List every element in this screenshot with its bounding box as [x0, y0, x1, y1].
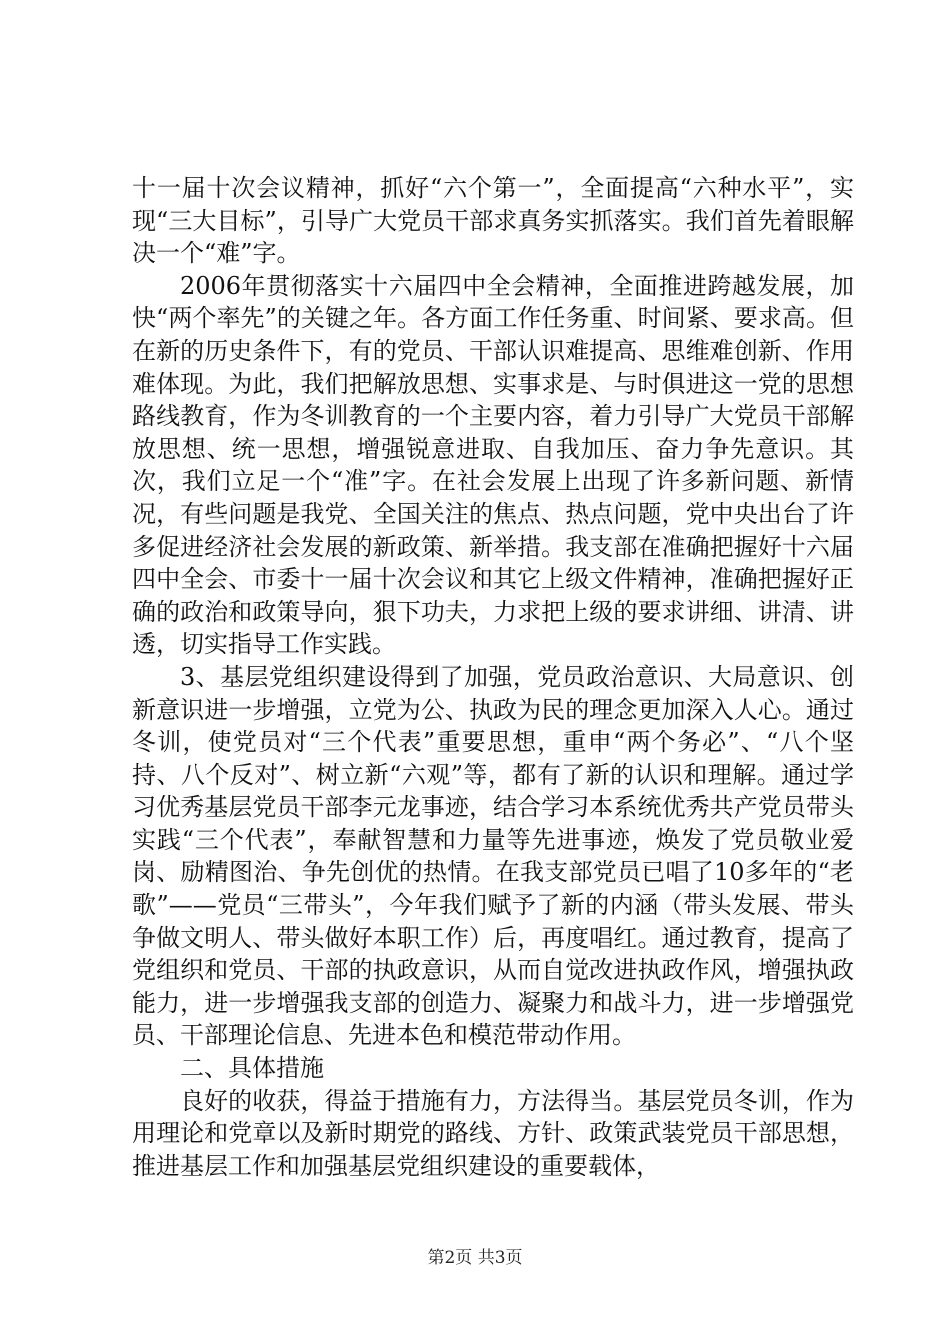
- paragraph-measures: 良好的收获，得益于措施有力，方法得当。基层党员冬训，作为用理论和党章以及新时期党的路线、方针、政策武装党员干部思想，推进基层工作和加强基层党组织建设的重要载体，: [132, 1086, 854, 1180]
- document-body: [132, 172, 854, 1182]
- paragraph-party-building: 3、基层党组织建设得到了加强，党员政治意识、大局意识、创新意识进一步增强，立党为公、执政为民的理念更加深入人心。通过冬训，使党员对“三个代表”重要思想，重申“两个务必”、“八个坚持、八个反对”、树立新“六观”等，都有了新的认识和理解。通过学习优秀基层党员干部李元龙事迹，结合学习本系统优秀共产党员带头实践“三个代表”，奉献智慧和力量等先进事迹，焕发了党员敬业爱岗、励精图治、争先创优的热情。在我支部党员已唱了10多年的“老歌”——党员“三带头”，今年我们赋予了新的内涵（带头发展、带头争做文明人、带头做好本职工作）后，再度唱红。通过教育，提高了党组织和党员、干部的执政意识，从而自觉改进执政作风，增强执政能力，进一步增强我支部的创造力、凝聚力和战斗力，进一步增强党员、干部理论信息、先进本色和模范带动作用。: [132, 662, 854, 1050]
- paragraph-continuation: 十一届十次会议精神，抓好“六个第一”，全面提高“六种水平”，实现“三大目标”，引导广大党员干部求真务实抓落实。我们首先着眼解决一个“难”字。: [132, 174, 854, 268]
- section-heading-measures: 二、具体措施: [180, 1054, 324, 1083]
- paragraph-2006-work: 2006年贯彻落实十六届四中全会精神，全面推进跨越发展，加快“两个率先”的关键之年。各方面工作任务重、时间紧、要求高。但在新的历史条件下，有的党员、干部认识难提高、思维难创新、作用难体现。为此，我们把解放思想、实事求是、与时俱进这一党的思想路线教育，作为冬训教育的一个主要内容，着力引导广大党员干部解放思想、统一思想，增强锐意进取、自我加压、奋力争先意识。其次，我们立足一个“准”字。在社会发展上出现了许多新问题、新情况，有些问题是我党、全国关注的焦点、热点问题，党中央出台了许多促进经济社会发展的新政策、新举措。我支部在准确把握好十六届四中全会、市委十一届十次会议和其它上级文件精神，准确把握好正确的政治和政策导向，狠下功夫，力求把上级的要求讲细、讲清、讲透，切实指导工作实践。: [132, 271, 854, 659]
- page-number-footer: 第2页 共3页: [427, 1248, 523, 1268]
